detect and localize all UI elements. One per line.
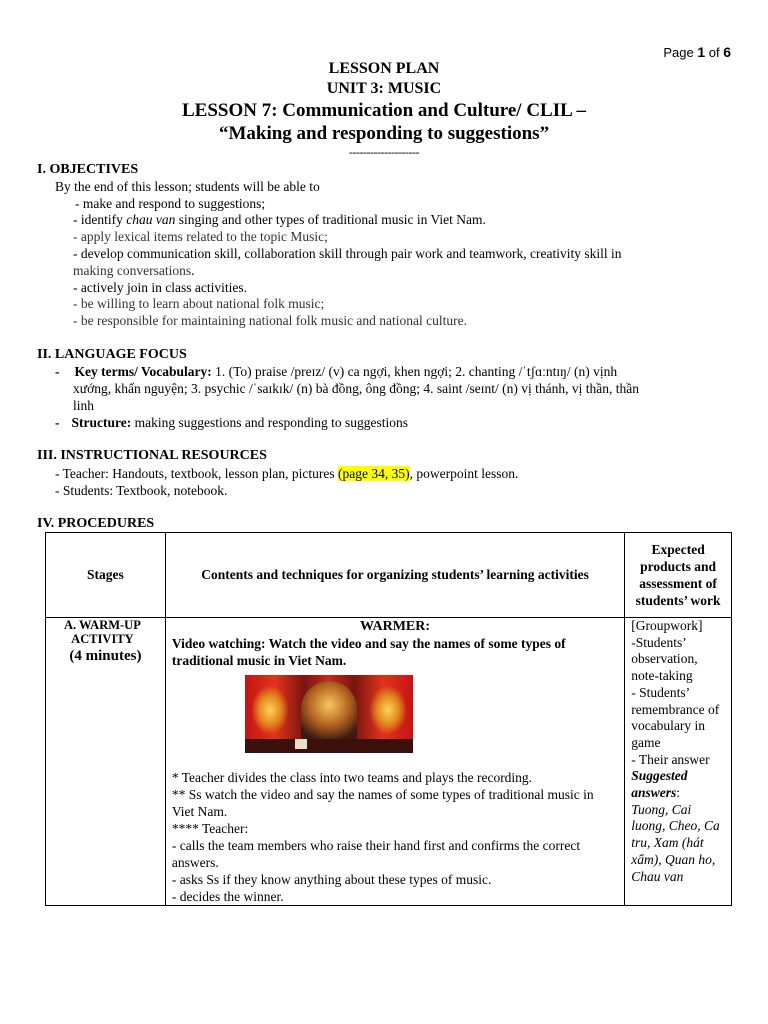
resources-heading: III. INSTRUCTIONAL RESOURCES xyxy=(37,448,267,463)
header-stages xyxy=(46,533,166,618)
page-number xyxy=(663,44,731,60)
resources-teacher xyxy=(55,465,518,482)
objective-italic: chau van xyxy=(126,212,176,227)
title-divider: -------------------- xyxy=(349,145,419,159)
highlighted-pages: (page 34, 35) xyxy=(338,466,410,481)
objective-item: - actively join in class activities. xyxy=(73,280,247,295)
objectives-intro: By the end of this lesson; students will be able to xyxy=(55,179,320,194)
key-terms-line: xướng, khấn nguyện; 3. psychic /ˈsaɪkɪk/ (n) bà đồng, ông đồng; 4. saint /seɪnt/ (n) vị thánh, vị thần, thần xyxy=(73,381,639,396)
language-focus-heading: II. LANGUAGE FOCUS xyxy=(37,347,187,362)
expected-item: [Groupwork] xyxy=(631,618,703,633)
structure-text: making suggestions and responding to suggestions xyxy=(131,415,408,430)
objective-item: - be willing to learn about national folk music; xyxy=(73,296,325,311)
stand xyxy=(295,739,307,749)
header-text: Stages xyxy=(87,567,124,582)
altar-shrine xyxy=(301,681,357,741)
unit-title: UNIT 3: MUSIC xyxy=(326,80,442,97)
header-text: Contents and techniques for organizing students’ learning activities xyxy=(201,567,589,582)
bullet-dash: - xyxy=(55,415,60,430)
step-item: ** Ss watch the video and say the names of some types of traditional music in Viet Nam. xyxy=(171,787,594,819)
page-label: Page xyxy=(663,45,694,60)
objective-text: - identify xyxy=(73,212,127,227)
suggested-answers: Tuong, Cai luong, Cheo, Ca tru, Xam (hát xẩm), Quan ho, Chau van xyxy=(631,801,720,884)
key-terms-line: linh xyxy=(73,398,95,413)
resources-text: - Teacher: Handouts, textbook, lesson plan, pictures xyxy=(55,466,338,481)
objective-item: - apply lexical items related to the topic Music; xyxy=(73,229,328,244)
stage-time: (4 minutes) xyxy=(69,648,142,664)
lesson-title: LESSON 7: Communication and Culture/ CLIL – xyxy=(181,100,586,121)
step-item: * Teacher divides the class into two teams and plays the recording. xyxy=(171,770,533,785)
contents-cell xyxy=(165,618,624,906)
objective-text: making conversations xyxy=(73,263,192,278)
step-item: - asks Ss if they know anything about these types of music. xyxy=(171,872,492,887)
key-terms-line xyxy=(55,363,617,380)
bullet-dash: - xyxy=(55,364,60,379)
objective-item: - make and respond to suggestions; xyxy=(75,196,266,211)
objective-text: singing and other types of traditional music in Viet Nam. xyxy=(175,212,486,227)
stage-floor xyxy=(245,739,413,753)
objectives-heading: I. OBJECTIVES xyxy=(37,162,139,177)
stage-name: A. WARM-UP ACTIVITY xyxy=(64,618,141,646)
header-expected xyxy=(625,533,732,618)
procedures-heading: IV. PROCEDURES xyxy=(37,516,155,531)
step-item: - calls the team members who raise their hand first and confirms the correct answers. xyxy=(171,838,581,870)
colon: : xyxy=(676,785,680,801)
key-terms-text: 1. (To) praise /preɪz/ (v) ca ngợi, khen ngợi; 2. chanting /ˈtʃɑːntɪŋ/ (n) vịnh xyxy=(211,364,618,379)
expected-cell xyxy=(625,618,732,906)
structure-line xyxy=(55,414,408,431)
total-pages: 6 xyxy=(723,44,731,60)
structure-label: Structure: xyxy=(71,415,132,430)
resources-text: , powerpoint lesson. xyxy=(409,466,519,481)
expected-item: -Students’ observation, note-taking xyxy=(631,634,698,684)
objective-text: . xyxy=(191,263,195,278)
key-terms-label: Key terms/ Vocabulary: xyxy=(74,364,212,379)
resources-students: - Students: Textbook, notebook. xyxy=(55,483,228,498)
expected-item: - Their answer xyxy=(631,751,710,767)
warmer-task: Video watching: Watch the video and say the names of some types of traditional music in Viet Nam. xyxy=(171,636,566,668)
lesson-subtitle: “Making and responding to suggestions” xyxy=(218,123,550,144)
step-item: **** Teacher: xyxy=(171,821,249,836)
objective-item xyxy=(73,211,486,228)
decoration xyxy=(251,685,289,735)
header-contents xyxy=(165,533,624,618)
page-of: of xyxy=(708,45,720,60)
expected-item: - Students’ remembrance of vocabulary in game xyxy=(631,684,720,750)
table-row xyxy=(46,618,732,906)
header-text: Expected products and assessment of students’ work xyxy=(635,542,721,608)
objective-item: - develop communication skill, collaboration skill through pair work and teamwork, creativity skill in xyxy=(73,246,622,261)
stage-cell xyxy=(46,618,166,906)
current-page: 1 xyxy=(697,44,706,60)
warmer-steps xyxy=(172,769,618,905)
objective-item-continued xyxy=(73,262,194,279)
decoration xyxy=(369,685,407,735)
warmer-title: WARMER: xyxy=(360,619,431,634)
doc-title: LESSON PLAN xyxy=(328,60,440,77)
step-item: - decides the winner. xyxy=(171,889,284,904)
video-thumbnail-image xyxy=(245,675,413,753)
objective-item: - be responsible for maintaining national folk music and national culture. xyxy=(73,313,468,328)
suggested-label: Suggested answers xyxy=(631,768,688,801)
expected-item xyxy=(631,768,725,801)
procedures-table xyxy=(45,532,732,906)
table-header-row xyxy=(46,533,732,618)
